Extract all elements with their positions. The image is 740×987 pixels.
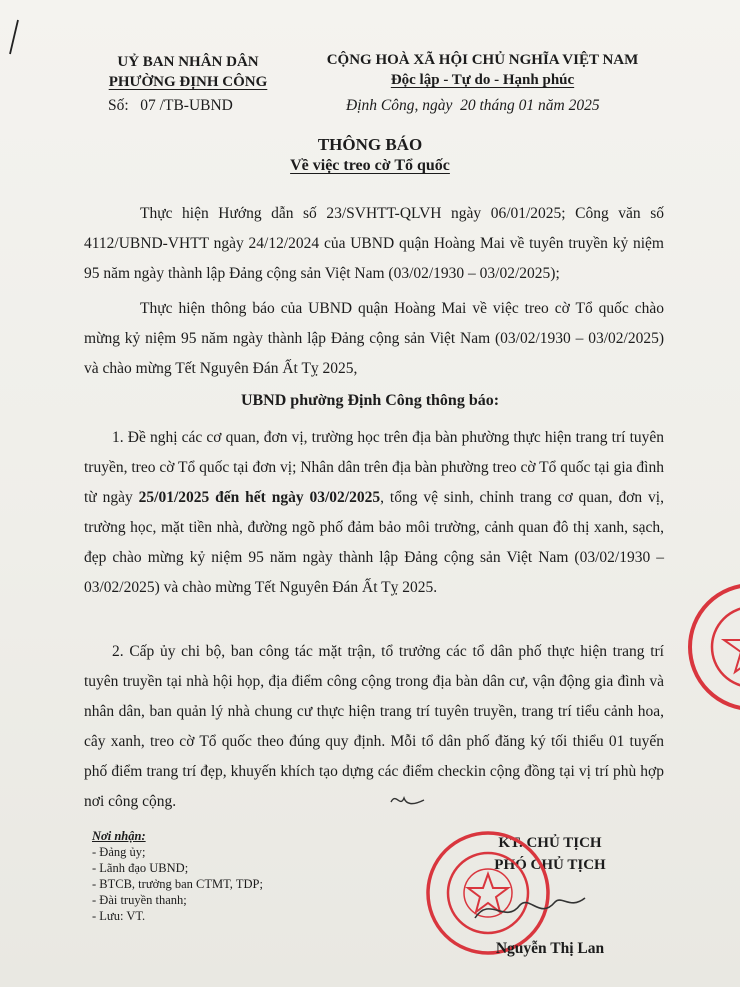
motto: Độc lập - Tự do - Hạnh phúc bbox=[390, 72, 575, 88]
signature-line1: KT. CHỦ TỊCH bbox=[498, 835, 602, 851]
document-title: THÔNG BÁO bbox=[317, 135, 423, 154]
item-1-dates: 25/01/2025 đến hết ngày 03/02/2025 bbox=[138, 489, 381, 506]
paragraph-1: Thực hiện Hướng dẫn số 23/SVHTT-QLVH ngày 06/01/2025; Công văn số 4112/UBND-VHTT ngày 24/12/2024 của UBND quận Hoàng Mai về tuyên truyền kỷ niệm 95 năm ngày thành lập Đảng cộng sản Việt Nam (03/02/1930 – 03/02/2025); bbox=[84, 205, 664, 282]
subtitle-text: Về việc treo cờ Tổ quốc bbox=[290, 157, 450, 174]
issuer-ward: PHƯỜNG ĐỊNH CÔNG bbox=[108, 74, 268, 90]
country-name: CỘNG HOÀ XÃ HỘI CHỦ NGHĨA VIỆT NAM bbox=[326, 52, 639, 68]
document-number: Số: 07 /TB-UBND bbox=[108, 97, 233, 114]
edge-stamp bbox=[672, 580, 740, 715]
recipient-item: - Đài truyền thanh; bbox=[92, 893, 187, 907]
initials-mark bbox=[388, 790, 428, 812]
recipient-item: - BTCB, trưởng ban CTMT, TDP; bbox=[92, 877, 263, 891]
item-2: 2. Cấp ủy chi bộ, ban công tác mặt trận, tổ trưởng các tổ dân phố thực hiện trang trí tuyên truyền tại nhà hội họp, địa điểm công cộng trong địa bàn dân cư, vận động gia đình và nhân dân, ban quản lý nhà chung cư thực hiện trang trí tuyên truyền, trang trí tiểu cảnh hoa, cây xanh, treo cờ Tổ quốc theo đúng quy định. Mỗi tổ dân phố đăng ký tối thiểu 01 tuyến phố điểm trang trí đẹp, khuyến khích tạo dựng các điểm checkin cộng đồng tại vị trí phù hợp nơi công cộng. bbox=[84, 643, 664, 810]
handwritten-signature bbox=[470, 890, 590, 930]
national-motto-block bbox=[315, 50, 650, 90]
issuer-committee: UỶ BAN NHÂN DÂN bbox=[117, 54, 259, 70]
document-subtitle bbox=[0, 157, 740, 175]
edge-stamp-seal bbox=[672, 580, 740, 715]
recipient-item: - Đảng ủy; bbox=[92, 845, 146, 859]
signature-line2: PHÓ CHỦ TỊCH bbox=[494, 857, 606, 873]
announcement-heading: UBND phường Định Công thông báo: bbox=[240, 392, 500, 409]
item-1 bbox=[84, 423, 664, 603]
place-date: Định Công, ngày 20 tháng 01 năm 2025 bbox=[346, 97, 600, 114]
issuer-block bbox=[88, 52, 288, 92]
recipient-item: - Lãnh đạo UBND; bbox=[92, 861, 189, 875]
pen-mark bbox=[4, 18, 24, 58]
item-1-text-b: , tổng vệ sinh, chỉnh trang cơ quan, đơn vị, trường học, mặt tiền nhà, đường ngõ phố đảm bảo môi trường, cảnh quan đô thị xanh, sạch, đẹp chào mừng kỷ niệm 95 năm ngày thành lập Đảng cộng sản Việt Nam (03/02/1930 – 03/02/2025) và chào mừng Tết Nguyên Đán Ất Tỵ 2025. bbox=[84, 489, 664, 596]
signer-name: Nguyễn Thị Lan bbox=[495, 940, 605, 957]
recipients-title: Nơi nhận: bbox=[92, 829, 146, 843]
item-1-text-a: 1. Đề nghị các cơ quan, đơn vị, trường học trên địa bàn phường thực hiện trang trí tuyên truyền, treo cờ Tổ quốc tại đơn vị; Nhân dân trên địa bàn phường treo cờ Tổ quốc tại gia đình từ ngày bbox=[84, 429, 664, 506]
recipients-block bbox=[92, 828, 263, 924]
paragraph-2: Thực hiện thông báo của UBND quận Hoàng Mai về việc treo cờ Tổ quốc chào mừng kỷ niệm 95 năm ngày thành lập Đảng cộng sản Việt Nam (03/02/1930 – 03/02/2025) và chào mừng Tết Nguyên Đán Ất Tỵ 2025, bbox=[84, 300, 664, 377]
recipient-item: - Lưu: VT. bbox=[92, 909, 146, 923]
